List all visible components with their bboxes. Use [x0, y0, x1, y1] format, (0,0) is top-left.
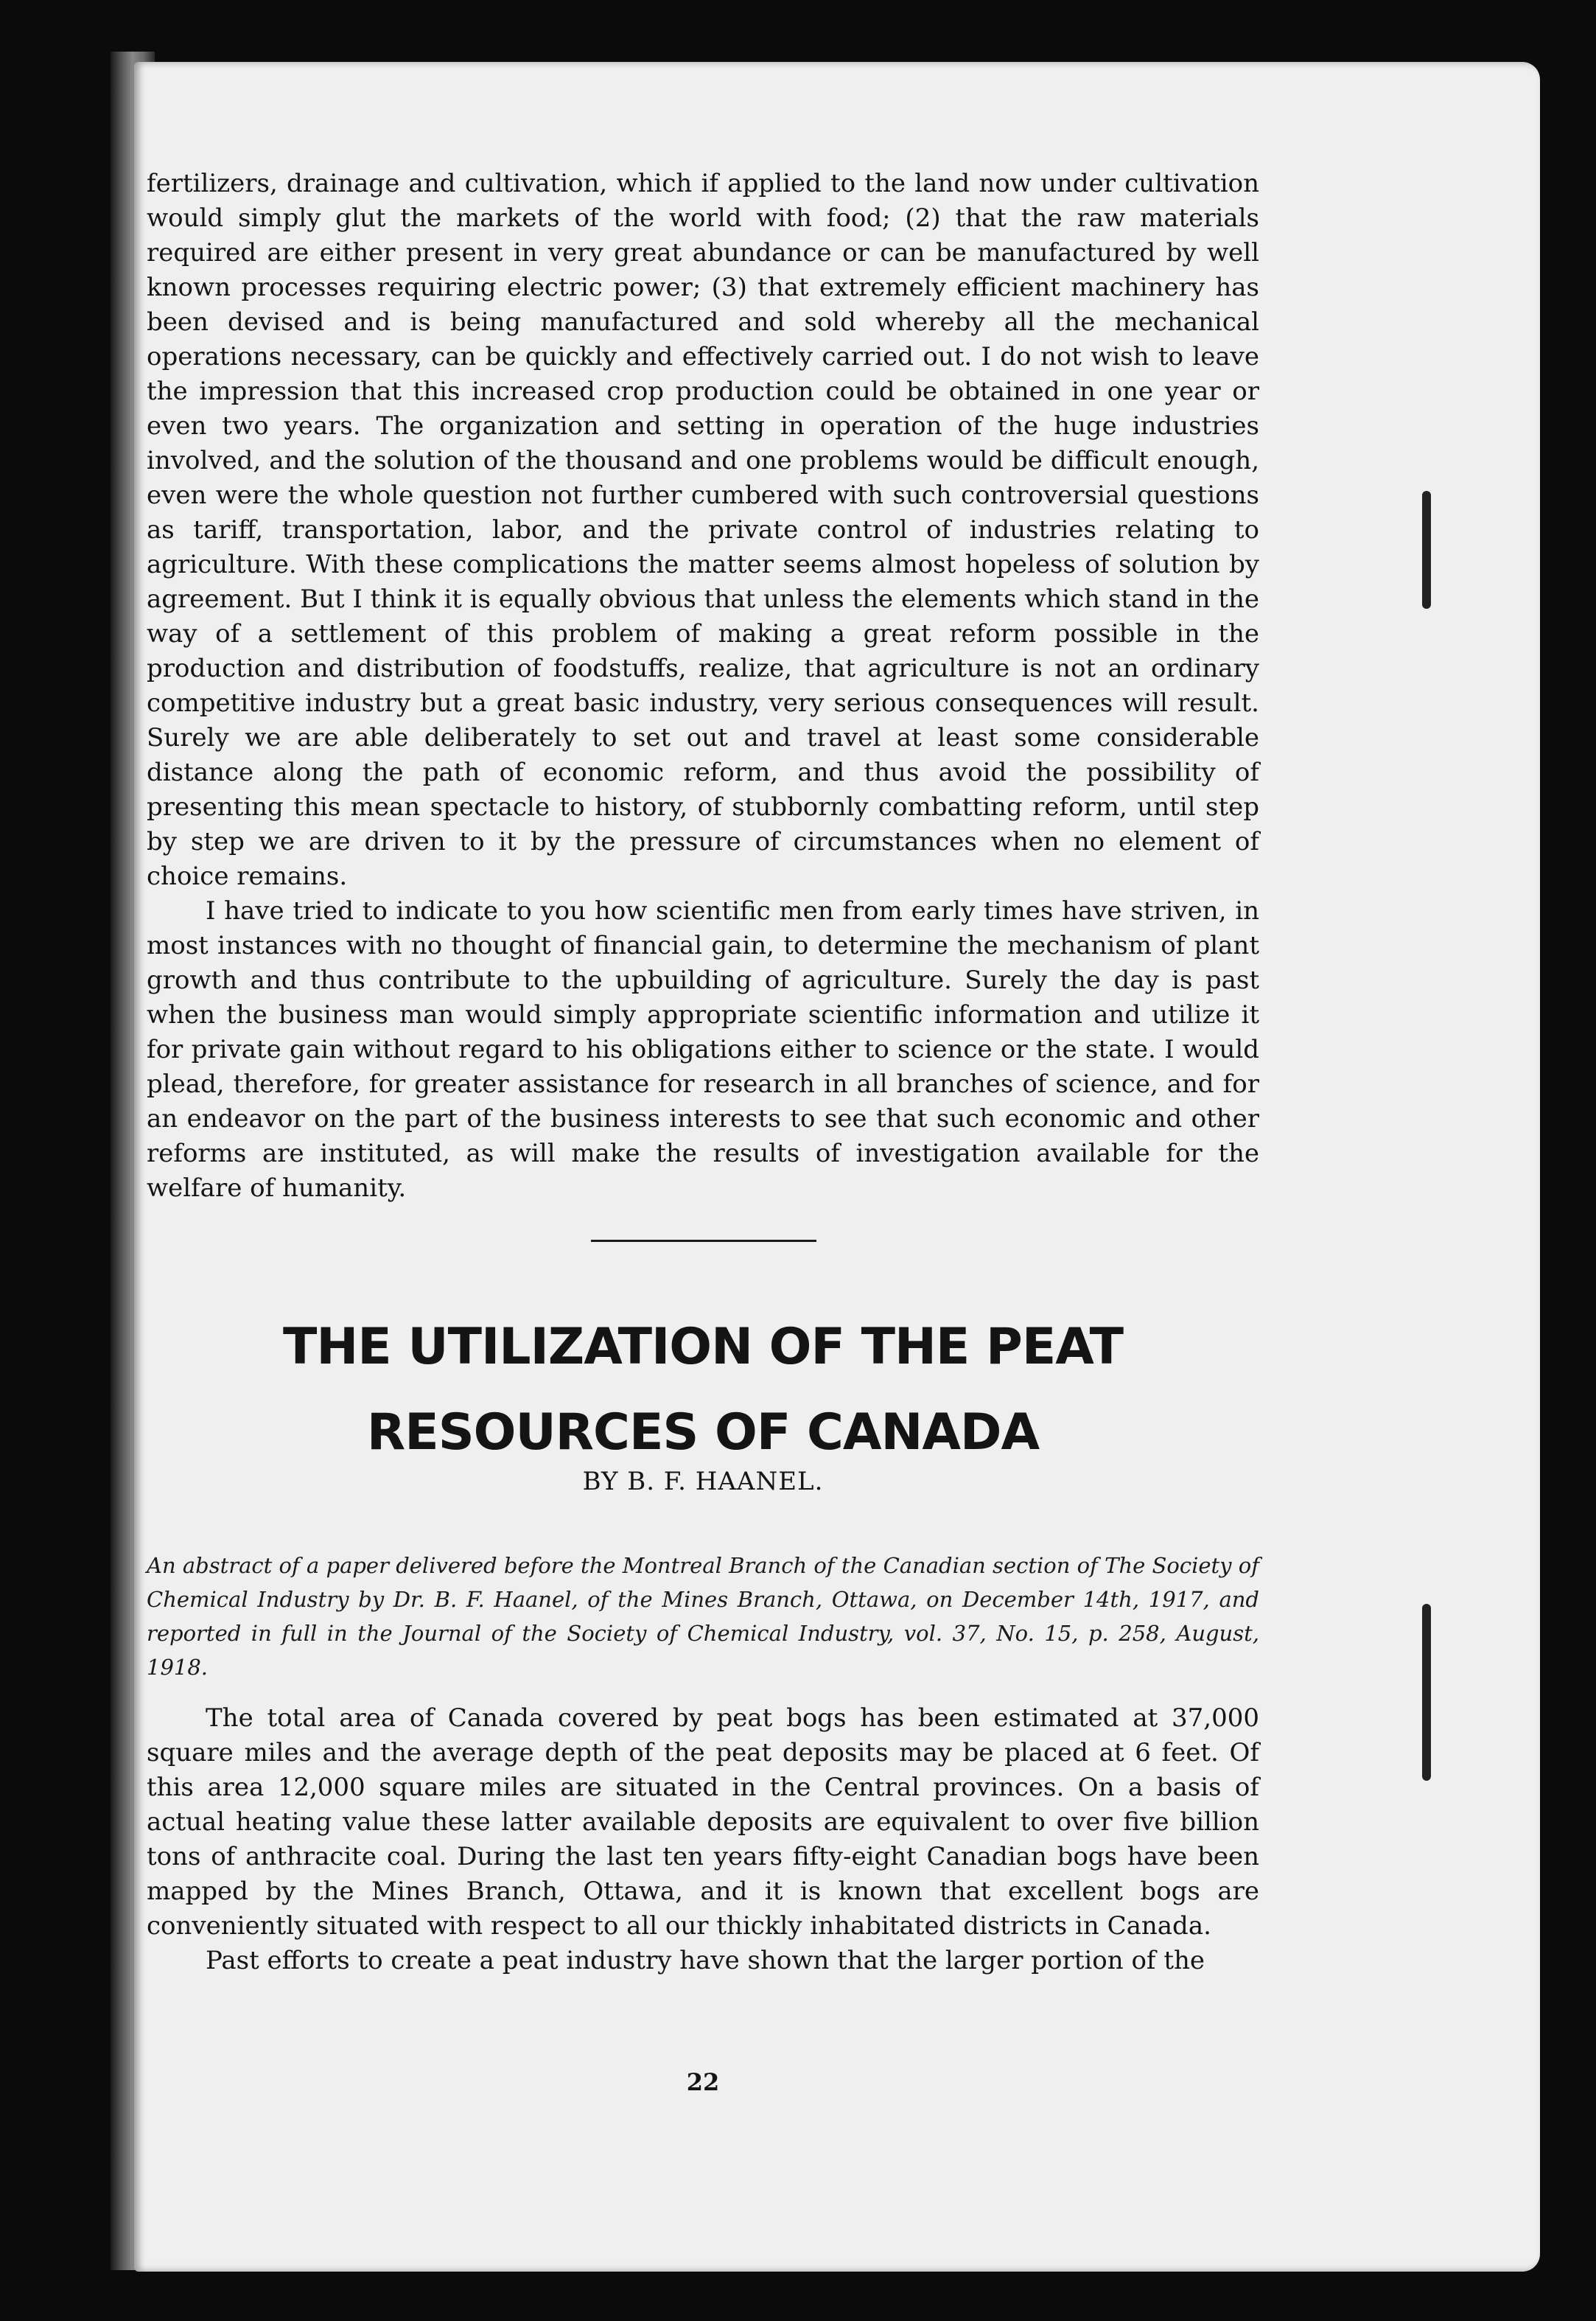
- paragraph: fertilizers, drainage and cultivation, which if applied to the land now under cultivation would simply glut the markets of the world with food; (2) that the raw materials required are either present in very great abundance or can be manufactured by well known processes requiring electric power; (3) that extremely efficient machinery has been devised and is being manufactured and sold whereby all the mechanical operations necessary, can be quickly and effectively carried out. I do not wish to leave the impression that this increased crop production could be obtained in one year or even two years. The organization and setting in operation of the huge industries involved, and the solution of the thousand and one problems would be difficult enough, even were the whole question not further cumbered with such controversial questions as tariff, transportation, labor, and the private control of industries relating to agriculture. With these complications the matter seems almost hopeless of solution by agreement. But I think it is equally obvious that unless the elements which stand in the way of a settlement of this problem of making a great reform possible in the production and distribution of foodstuffs, realize, that agriculture is not an ordinary competitive industry but a great basic industry, very serious consequences will result. Surely we are able deliberately to set out and travel at least some considerable distance along the path of economic reform, and thus avoid the possibility of presenting this mean spectacle to history, of stubbornly combatting reform, until step by step we are driven to it by the pressure of circumstances when no element of choice remains.: [147, 169, 1259, 891]
- binding-clip: [1422, 1604, 1431, 1781]
- page-number: 22: [686, 2068, 720, 2096]
- section-divider: [591, 1240, 816, 1242]
- article-body: [147, 1701, 1259, 1978]
- article-title: THE UTILIZATION OF THE PEAT RESOURCES OF CANADA: [282, 1318, 1124, 1462]
- paragraph: The total area of Canada covered by peat bogs has been estimated at 37,000 square miles and the average depth of the peat deposits may be placed at 6 feet. Of this area 12,000 square miles are situated in the Central provinces. On a basis of actual heating value these latter available deposits are equivalent to over five billion tons of anthracite coal. During the last ten years fifty-eight Canadian bogs have been mapped by the Mines Branch, Ottawa, and it is known that excellent bogs are conveniently situated with respect to all our thickly inhabitated districts in Canada.: [147, 1703, 1259, 1941]
- binding-clip: [1422, 491, 1431, 609]
- continued-text: [147, 167, 1259, 1206]
- paragraph: I have tried to indicate to you how scientific men from early times have striven, in most instances with no thought of financial gain, to determine the mechanism of plant growth and thus contribute to the upbuilding of agriculture. Surely the day is past when the business man would simply appropriate scientific information and utilize it for private gain without regard to his obligations either to science or the state. I would plead, therefore, for greater assistance for research in all branches of science, and for an endeavor on the part of the business interests to see that such economic and other reforms are instituted, as will make the results of investigation available for the welfare of humanity.: [147, 896, 1259, 1203]
- article-abstract: An abstract of a paper delivered before the Montreal Branch of the Canadian section of The Society of Chemical Industry by Dr. B. F. Haanel, of the Mines Branch, Ottawa, on December 14th, 1917, and reported in full in the Journal of the Society of Chemical Industry, vol. 37, No. 15, p. 258, August, 1918.: [147, 1553, 1259, 1680]
- paragraph: Past efforts to create a peat industry have shown that the larger portion of the: [206, 1946, 1205, 1975]
- article-byline: BY B. F. HAANEL.: [582, 1467, 824, 1496]
